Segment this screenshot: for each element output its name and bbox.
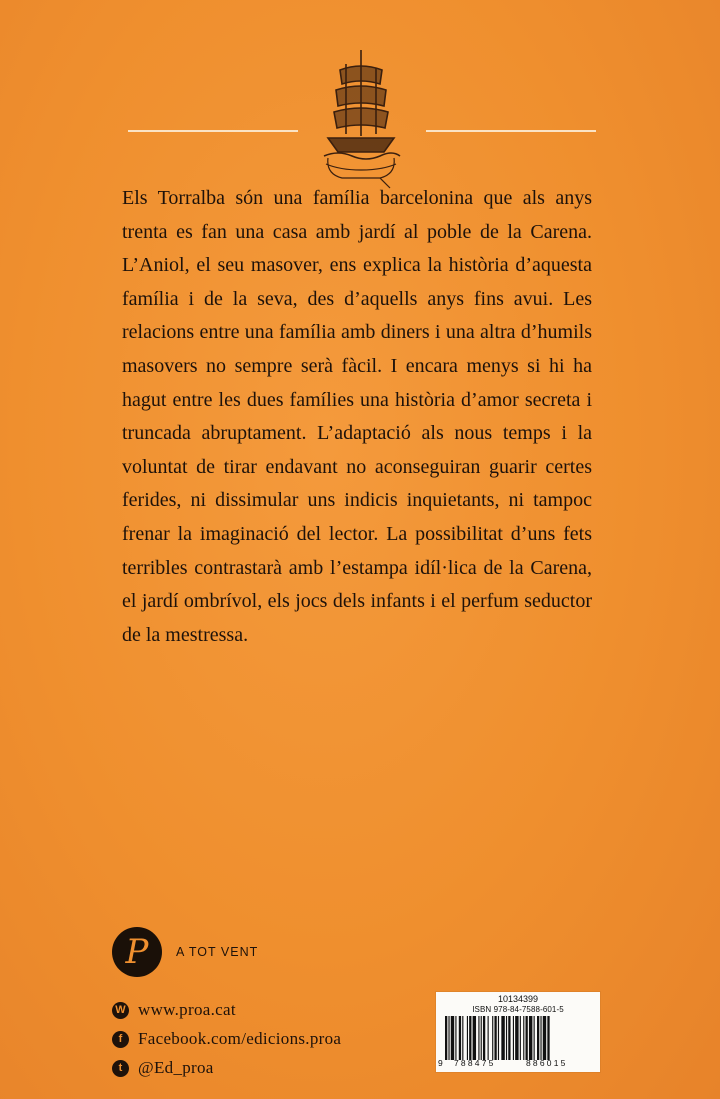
contact-website (112, 997, 341, 1023)
ean-right-group: 886015 (526, 1058, 568, 1068)
barcode-bar (459, 1016, 461, 1060)
barcode-bar (492, 1016, 493, 1060)
barcode-bar (537, 1016, 539, 1060)
publisher-imprint (112, 926, 258, 978)
barcode-bar (520, 1016, 521, 1060)
barcode-bar (455, 1016, 456, 1060)
barcode-bar (469, 1016, 471, 1060)
barcode-bar (501, 1016, 504, 1060)
barcode-bar (462, 1016, 463, 1060)
synopsis-text: Els Torralba són una família barcelonina que als anys trenta es fan una casa amb jardí al poble de la Carena. L’Aniol, el seu masover, ens explica la història d’aquesta família i de la seva, des d’aquells anys fins avui. Les relacions entre una família amb diners i una altra d’humils masovers no sempre serà fàcil. I encara menys si hi ha hagut entre les dues famílies una història d’amor secreta i truncada abruptament. L’adaptació als nous temps i la voluntat de tirar endavant no aconseguiran guarir certes ferides, ni dissimular uns indicis inquietants, ni tampoc frenar la imaginació del lector. La possibilitat d’uns fets terribles contrastarà amb l’estampa idíl·lica de la Carena, el jardí ombrívol, els jocs dels infants i el perfum seductor de la mestressa. (122, 187, 592, 646)
barcode-label (436, 992, 600, 1072)
barcode-bar (506, 1016, 507, 1060)
contact-facebook-text: Facebook.com/edicions.proa (138, 1029, 342, 1048)
barcode-bar (534, 1016, 535, 1060)
barcode-bar (523, 1016, 524, 1060)
reference-number: 10134399 (497, 994, 539, 1004)
publisher-name: A TOT VENT (176, 945, 259, 959)
barcode-bar (526, 1016, 528, 1060)
publisher-logo-icon: P (112, 927, 162, 977)
barcode-bar (513, 1016, 514, 1060)
contact-facebook (112, 1026, 341, 1052)
decorative-rule-right (426, 130, 596, 132)
barcode-bar (451, 1016, 454, 1060)
barcode-bar (547, 1016, 549, 1060)
contact-website-text: www.proa.cat (138, 1000, 236, 1019)
barcode-bar (481, 1016, 482, 1060)
barcode-bar (445, 1016, 447, 1060)
contact-twitter (112, 1055, 341, 1081)
isbn-text: ISBN 978-84-7588-601-5 (472, 1005, 564, 1014)
ean-first-digit: 9 (438, 1058, 443, 1068)
barcode-bar (448, 1016, 449, 1060)
barcode-bar (488, 1016, 489, 1060)
decorative-rule-left (128, 130, 298, 132)
barcode-bar (529, 1016, 532, 1060)
barcode-bars (445, 1016, 593, 1060)
barcode-bar (467, 1016, 468, 1060)
barcode-bar (515, 1016, 518, 1060)
web-icon: W (112, 1002, 129, 1019)
barcode-bar (473, 1016, 476, 1060)
ean-left-group: 788475 (454, 1058, 496, 1068)
barcode-bar (540, 1016, 541, 1060)
ship-emblem-icon (318, 42, 404, 192)
contact-twitter-text: @Ed_proa (138, 1058, 214, 1077)
facebook-icon: f (112, 1031, 129, 1048)
barcode-bar (498, 1016, 499, 1060)
barcode-bar (478, 1016, 479, 1060)
contact-list (112, 997, 341, 1084)
barcode-bar (508, 1016, 510, 1060)
twitter-icon: t (112, 1060, 129, 1077)
barcode-bar (483, 1016, 485, 1060)
barcode-bar (543, 1016, 546, 1060)
barcode-bar (494, 1016, 496, 1060)
